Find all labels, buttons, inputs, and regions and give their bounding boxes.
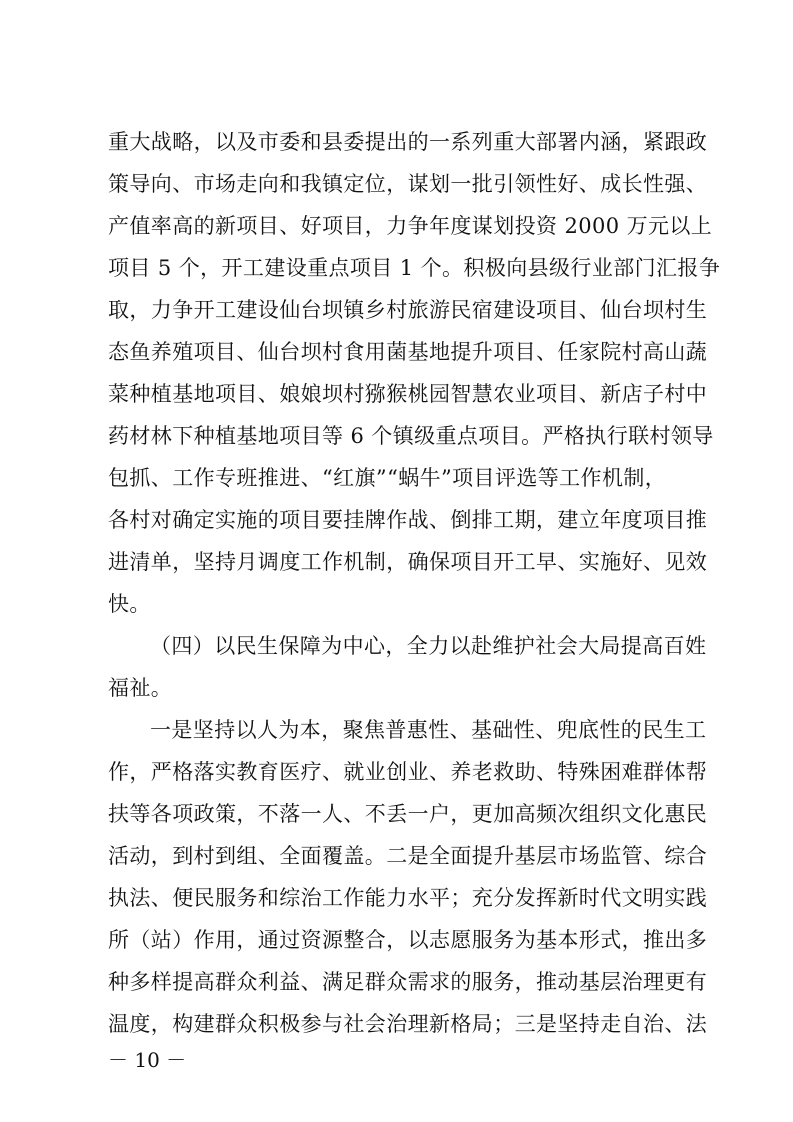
paragraph-line: 扶等各项政策，不落一人、不丢一户，更加高频次组织文化惠民 [108, 802, 708, 826]
paragraph-line: 执法、便民服务和综治工作能力水平；充分发挥新时代文明实践 [108, 886, 708, 910]
section-heading-line: 福祉。 [108, 676, 173, 700]
paragraph-line: 活动，到村到组、全面覆盖。二是全面提升基层市场监管、综合 [108, 844, 708, 868]
paragraph-line: 一是坚持以人为本，聚焦普惠性、基础性、兜底性的民生工 [150, 718, 707, 742]
paragraph-line: 快。 [108, 592, 151, 616]
paragraph-line: 温度，构建群众积极参与社会治理新格局；三是坚持走自治、法 [108, 1012, 708, 1036]
paragraph-line: 产值率高的新项目、好项目，力争年度谋划投资 2000 万元以上 [108, 214, 713, 238]
paragraph-line: 态鱼养殖项目、仙台坝村食用菌基地提升项目、任家院村高山蔬 [108, 340, 708, 364]
paragraph-line: 重大战略，以及市委和县委提出的一系列重大部署内涵，紧跟政 [108, 130, 708, 154]
paragraph-line: 包抓、工作专班推进、“红旗”“蜗牛”项目评选等工作机制， [108, 466, 667, 490]
paragraph-line: 药材林下种植基地项目等 6 个镇级重点项目。严格执行联村领导 [108, 424, 714, 448]
paragraph-line: 作，严格落实教育医疗、就业创业、养老救助、特殊困难群体帮 [108, 760, 708, 784]
paragraph-line: 策导向、市场走向和我镇定位，谋划一批引领性好、成长性强、 [108, 172, 708, 196]
paragraph-line: 各村对确定实施的项目要挂牌作战、倒排工期，建立年度项目推 [108, 508, 708, 532]
paragraph-line: 进清单，坚持月调度工作机制，确保项目开工早、实施好、见效 [108, 550, 708, 574]
section-heading-line: （四）以民生保障为中心，全力以赴维护社会大局提高百姓 [150, 634, 707, 658]
paragraph-line: 取，力争开工建设仙台坝镇乡村旅游民宿建设项目、仙台坝村生 [108, 298, 708, 322]
paragraph-line: 菜种植基地项目、娘娘坝村猕猴桃园智慧农业项目、新店子村中 [108, 382, 708, 406]
paragraph-line: 种多样提高群众利益、满足群众需求的服务，推动基层治理更有 [108, 970, 708, 994]
page-number: － 10 － [108, 1048, 187, 1072]
paragraph-line: 所（站）作用，通过资源整合，以志愿服务为基本形式，推出多 [108, 928, 708, 952]
paragraph-line: 项目 5 个，开工建设重点项目 1 个。积极向县级行业部门汇报争 [108, 256, 721, 280]
